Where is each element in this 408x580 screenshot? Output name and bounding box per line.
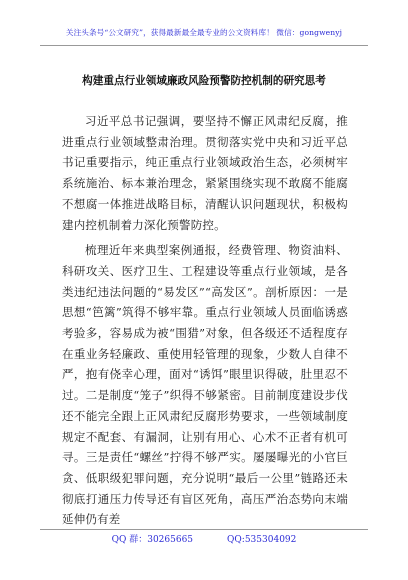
header-note: 关注头条号“公文研究”，获得最新最全最专业的公文资料库！ 微信：gongwenyj bbox=[65, 28, 343, 37]
document-title: 构建重点行业领域廉政风险预警防控机制的研究思考 bbox=[82, 75, 326, 87]
body-paragraph: 习近平总书记强调，要坚持不懈正风肃纪反腐，推进重点行业领域整肃治理。贯彻落实党中央和习近平总书记重要指示，纯正重点行业领域政治生态，必须树牢系统施治、标本兼治理念，紧紧围绕实现不敢腐不能腐不想腐一体推进战略目标，清醒认识问题现状，积极构建内控机制着力深化预警防控。 bbox=[62, 114, 348, 232]
document-body bbox=[62, 111, 348, 530]
footer-qq-group: QQ 群：30265665 bbox=[111, 535, 194, 545]
header-divider bbox=[40, 45, 368, 46]
footer-divider bbox=[40, 529, 368, 530]
body-paragraph: 梳理近年来典型案例通报，经费管理、物资油料、科研攻关、医疗卫生、工程建设等重点行业领域，是各类违纪违法问题的“易发区”“高发区”。剖析原因：一是思想“笆篱”筑得不够牢靠。重点行业领域人员面临诱惑考验多，容易成为被“围猎”对象，但各级还不适程度存在重业务轻廉政、重使用轻管理的现象，少数人自律不严，抱有侥幸心理，面对“诱饵”眼里识得破，肚里忍不过。二是制度“笼子”织得不够紧密。目前制度建设步伐还不能完全跟上正风肃纪反腐形势要求，一些领域制度规定不配套、有漏洞，让别有用心、心术不正者有机可寻。三是责任“螺丝”拧得不够严实。屡屡曝光的小官巨贪、低职级犯罪问题，充分说明“最后一公里”链路还未彻底打通压力传导还有盲区死角，高压严治态势向末端延伸仍有差 bbox=[62, 243, 348, 527]
footer-note bbox=[0, 532, 408, 545]
footer-qq-contact: QQ:535304092 bbox=[227, 535, 297, 545]
